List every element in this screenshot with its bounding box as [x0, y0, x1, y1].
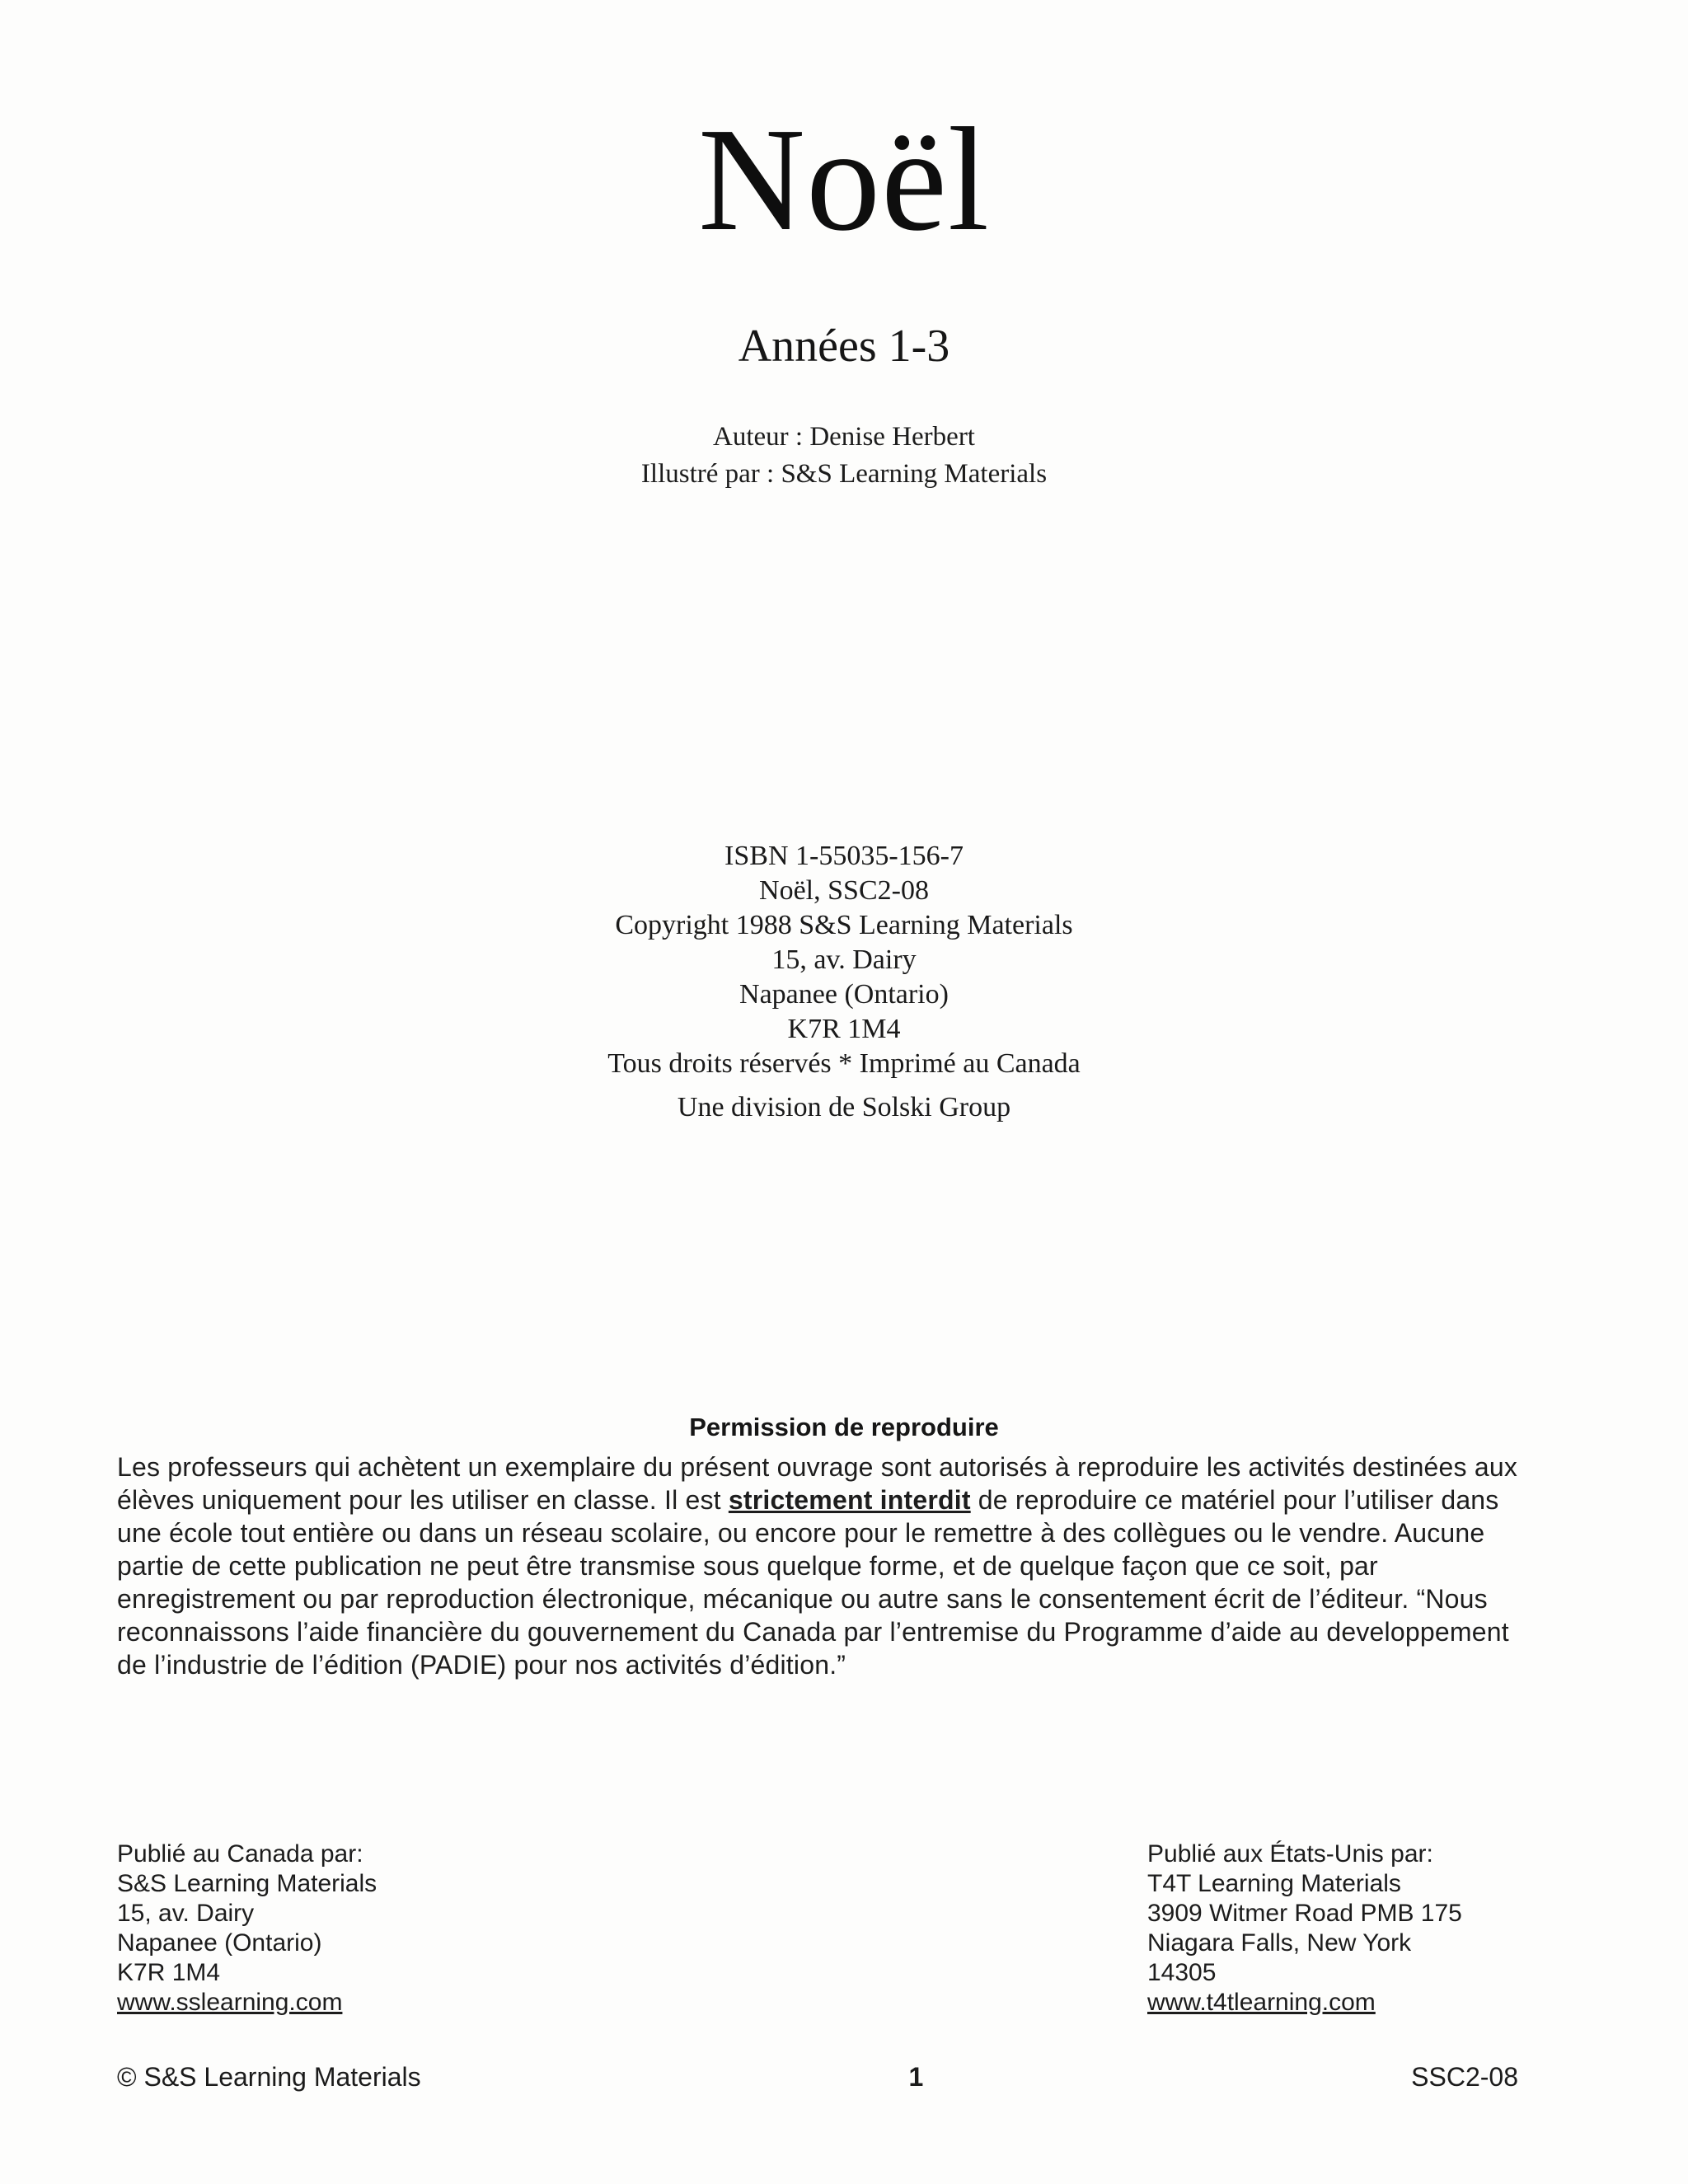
page-number: 1: [908, 2062, 924, 2092]
page-title: Noël: [698, 97, 990, 261]
publisher-canada-heading: Publié au Canada par:: [117, 1840, 363, 1868]
address-line-1: 15, av. Dairy: [771, 944, 917, 975]
permission-emphasis: strictement interdit: [728, 1485, 971, 1515]
grade-subtitle: Années 1-3: [738, 321, 950, 372]
usa-website-link[interactable]: www.t4tlearning.com: [1147, 1989, 1376, 2016]
canada-website-link[interactable]: www.sslearning.com: [117, 1989, 343, 2016]
division-line: Une division de Solski Group: [677, 1092, 1011, 1122]
postal-code-line: K7R 1M4: [787, 1014, 901, 1044]
publisher-canada-city: Napanee (Ontario): [117, 1929, 322, 1957]
publisher-usa-zip: 14305: [1147, 1959, 1217, 1986]
publisher-usa-name: T4T Learning Materials: [1147, 1870, 1401, 1897]
publisher-canada-block: [117, 1840, 377, 2018]
publisher-canada-name: S&S Learning Materials: [117, 1870, 377, 1897]
permission-paragraph: [117, 1451, 1528, 1681]
title-code-line: Noël, SSC2-08: [759, 875, 929, 906]
address-line-2: Napanee (Ontario): [739, 979, 949, 1010]
publisher-canada-street: 15, av. Dairy: [117, 1900, 255, 1927]
footer-copyright: © S&S Learning Materials: [117, 2062, 421, 2092]
page-footer: [117, 2062, 1518, 2093]
illustrator-line: Illustré par : S&S Learning Materials: [640, 459, 1048, 489]
permission-text-after: de reproduire ce matériel pour l’utiliser dans une école tout entière ou dans un réseau scolaire, ou encore pour le remettre à des collègues ou le vendre. Aucune partie de cette publication ne peut être transmise sous quelque forme, et de quelque façon que ce soit, par enregistrement ou par reproduction électronique, mécanique ou autre sans le consentement écrit de l’éditeur. “Nous reconnaissons l’aide financière du gouvernement du Canada par l’entremise du Programme d’aide au developpement de l’industrie de l’édition (PADIE) pour nos activités d’édition.”: [117, 1485, 1509, 1680]
rights-line: Tous droits réservés * Imprimé au Canada: [607, 1048, 1081, 1079]
publisher-usa-city: Niagara Falls, New York: [1147, 1929, 1412, 1957]
publisher-usa-block: [1147, 1840, 1462, 2018]
publisher-usa-heading: Publié aux États-Unis par:: [1147, 1840, 1433, 1868]
publisher-usa-street: 3909 Witmer Road PMB 175: [1147, 1900, 1462, 1927]
document-code: SSC2-08: [1411, 2062, 1518, 2092]
permission-heading: Permission de reproduire: [689, 1413, 999, 1441]
isbn-line: ISBN 1-55035-156-7: [724, 841, 964, 871]
permission-text-before: Les professeurs qui achètent un exemplaire du présent ouvrage sont autorisés à reproduire les activités destinées aux élèves uniquement pour les utiliser en classe. Il est: [117, 1452, 1518, 1515]
author-line: Auteur : Denise Herbert: [713, 422, 975, 452]
publisher-canada-postal: K7R 1M4: [117, 1959, 221, 1986]
credits-block: [0, 419, 1688, 493]
copyright-line: Copyright 1988 S&S Learning Materials: [615, 910, 1073, 940]
publication-info-block: [0, 839, 1688, 1125]
